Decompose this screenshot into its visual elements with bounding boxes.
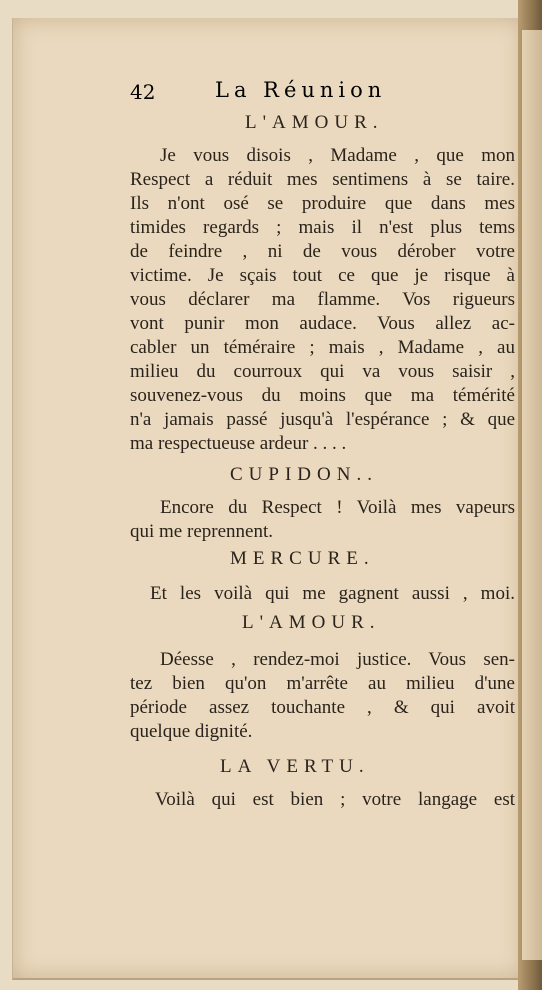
text-line: victime. Je sçais tout ce que je risque à [130, 265, 515, 286]
text-line: vont punir mon audace. Vous allez ac- [130, 313, 515, 334]
text-line: n'a jamais passé jusqu'à l'espérance ; & que [130, 409, 515, 430]
speaker-heading: L'AMOUR. [245, 112, 384, 133]
text-line: Ils n'ont osé se produire que dans mes [130, 193, 515, 214]
text-line: période assez touchante , & qui avoit [130, 697, 515, 718]
text-line: vous déclarer ma flamme. Vos rigueurs [130, 289, 515, 310]
speaker-heading: MERCURE. [230, 548, 375, 569]
running-title: La Réunion [215, 78, 387, 102]
text-line: tez bien qu'on m'arrête au milieu d'une [130, 673, 515, 694]
text-line: souvenez-vous du moins que ma témérité [130, 385, 515, 406]
text-line: qui me reprennent. [130, 521, 273, 542]
text-line: timides regards ; mais il n'est plus tems [130, 217, 515, 238]
text-line: Et les voilà qui me gagnent aussi , moi. [150, 583, 515, 604]
text-line: Voilà qui est bien ; votre langage est [155, 789, 515, 810]
text-line: Encore du Respect ! Voilà mes vapeurs [160, 497, 515, 518]
speaker-heading: LA VERTU. [220, 756, 370, 777]
text-line: ma respectueuse ardeur . . . . [130, 433, 347, 454]
text-line: milieu du courroux qui va vous saisir , [130, 361, 515, 382]
text-line: de feindre , ni de vous dérober votre [130, 241, 515, 262]
text-line: quelque dignité. [130, 721, 253, 742]
text-line: Je vous disois , Madame , que mon [160, 145, 515, 166]
page-number: 42 [130, 80, 156, 104]
speaker-heading: CUPIDON.. [230, 464, 378, 485]
speaker-heading: L'AMOUR. [242, 612, 381, 633]
facing-page-edge [522, 30, 542, 960]
text-line: cabler un téméraire ; mais , Madame , au [130, 337, 515, 358]
text-line: Respect a réduit mes sentimens à se taire. [130, 169, 515, 190]
text-line: Déesse , rendez-moi justice. Vous sen- [160, 649, 515, 670]
